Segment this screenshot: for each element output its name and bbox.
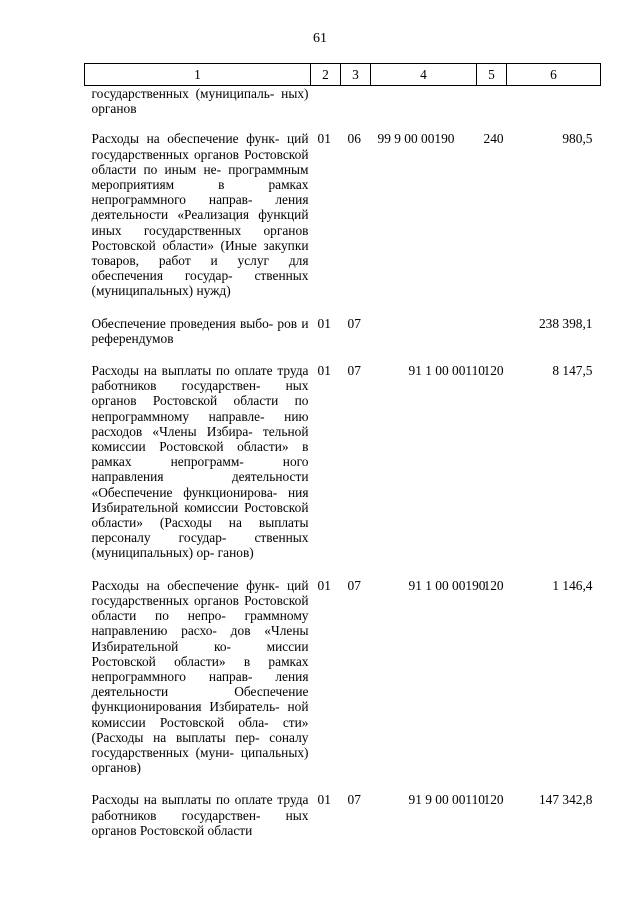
row-section: 01: [317, 363, 331, 379]
row-target-article: 91 9 00 00110: [408, 792, 485, 808]
row-subsection: 07: [347, 315, 361, 331]
row-amount: 980,5: [562, 131, 593, 147]
row-subsection: 07: [347, 577, 361, 593]
header-col-5: 5: [477, 64, 507, 86]
row-description: Расходы на выплаты по оплате труда работников государствен- ных органов Ростовской области по непрограммному направле- нию расходов «Члены Избира- тельной комиссии Ростовской области» в рамках непрограмм- ного направления деятельности «Обеспечение функционирова- ния Избирательной комиссии Ростовской области» (Расходы на выплаты персоналу государ- ственных (муниципальных) ор- ганов): [91, 363, 309, 561]
row-expense-type: 240: [483, 131, 504, 147]
header-col-2: 2: [311, 64, 341, 86]
table-row: [85, 131, 601, 315]
table-body: [85, 86, 601, 838]
header-col-3: 3: [341, 64, 371, 86]
row-target-article: 91 1 00 00190: [408, 577, 486, 593]
row-section: [311, 86, 341, 132]
header-col-4: 4: [371, 64, 477, 86]
table-row: [85, 578, 601, 793]
row-amount: 147 342,8: [538, 792, 593, 808]
row-expense-type: 120: [483, 577, 504, 593]
header-row: [85, 64, 601, 86]
row-expense-type: 120: [483, 363, 504, 379]
row-target-article: 99 9 00 00190: [377, 131, 455, 147]
row-description: Расходы на обеспечение функ- ций государственных органов Ростовской области по непро- граммному направлению расхо- дов «Члены Избирательной ко- миссии Ростовской области» в рамках непрограммного направ- ления деятельности Обеспечение функционирования Избиратель- ной комиссии Ростовской обла- сти» (Расходы на выплаты пер- соналу государственных (муни- ципальных) органов): [91, 577, 309, 776]
row-description: государственных (муниципаль- ных) органов: [91, 86, 309, 117]
row-target-article: 91 1 00 00110: [408, 363, 485, 379]
row-description: Обеспечение проведения выбо- ров и референдумов: [91, 315, 309, 346]
header-col-6: 6: [507, 64, 601, 86]
row-amount: [507, 86, 601, 132]
row-subsection: 07: [347, 792, 361, 808]
header-col-1: 1: [85, 64, 311, 86]
row-amount: 1 146,4: [552, 577, 593, 593]
table-row: [85, 86, 601, 132]
row-expense-type: 120: [483, 792, 504, 808]
row-subsection: 07: [347, 363, 361, 379]
row-section: 01: [317, 131, 331, 147]
table-header: [85, 64, 601, 86]
row-expense-type: [477, 316, 507, 363]
row-section: 01: [317, 792, 331, 808]
row-description: Расходы на обеспечение функ- ций государственных органов Ростовской области по иным не- программным мероприятиям в рамках непрограммного направ- ления деятельности «Реализация функций иных государственных органов Ростовской области» (Иные закупки товаров, работ и услуг для обеспечения государ- ственных (муниципальных) нужд): [91, 131, 309, 299]
table-row: [85, 792, 601, 838]
row-expense-type: [477, 86, 507, 132]
table-row: [85, 316, 601, 363]
row-target-article: [371, 86, 477, 132]
row-target-article: [371, 316, 477, 363]
row-section: 01: [317, 315, 331, 331]
page-number: 61: [313, 31, 327, 46]
row-subsection: 06: [347, 131, 361, 147]
budget-table: [84, 63, 601, 838]
table-row: [85, 363, 601, 578]
row-description: Расходы на выплаты по оплате труда работников государствен- ных органов Ростовской области: [91, 792, 309, 838]
row-section: 01: [317, 577, 331, 593]
row-amount: 8 147,5: [552, 363, 593, 379]
row-subsection: [341, 86, 371, 132]
row-amount: 238 398,1: [538, 315, 593, 331]
